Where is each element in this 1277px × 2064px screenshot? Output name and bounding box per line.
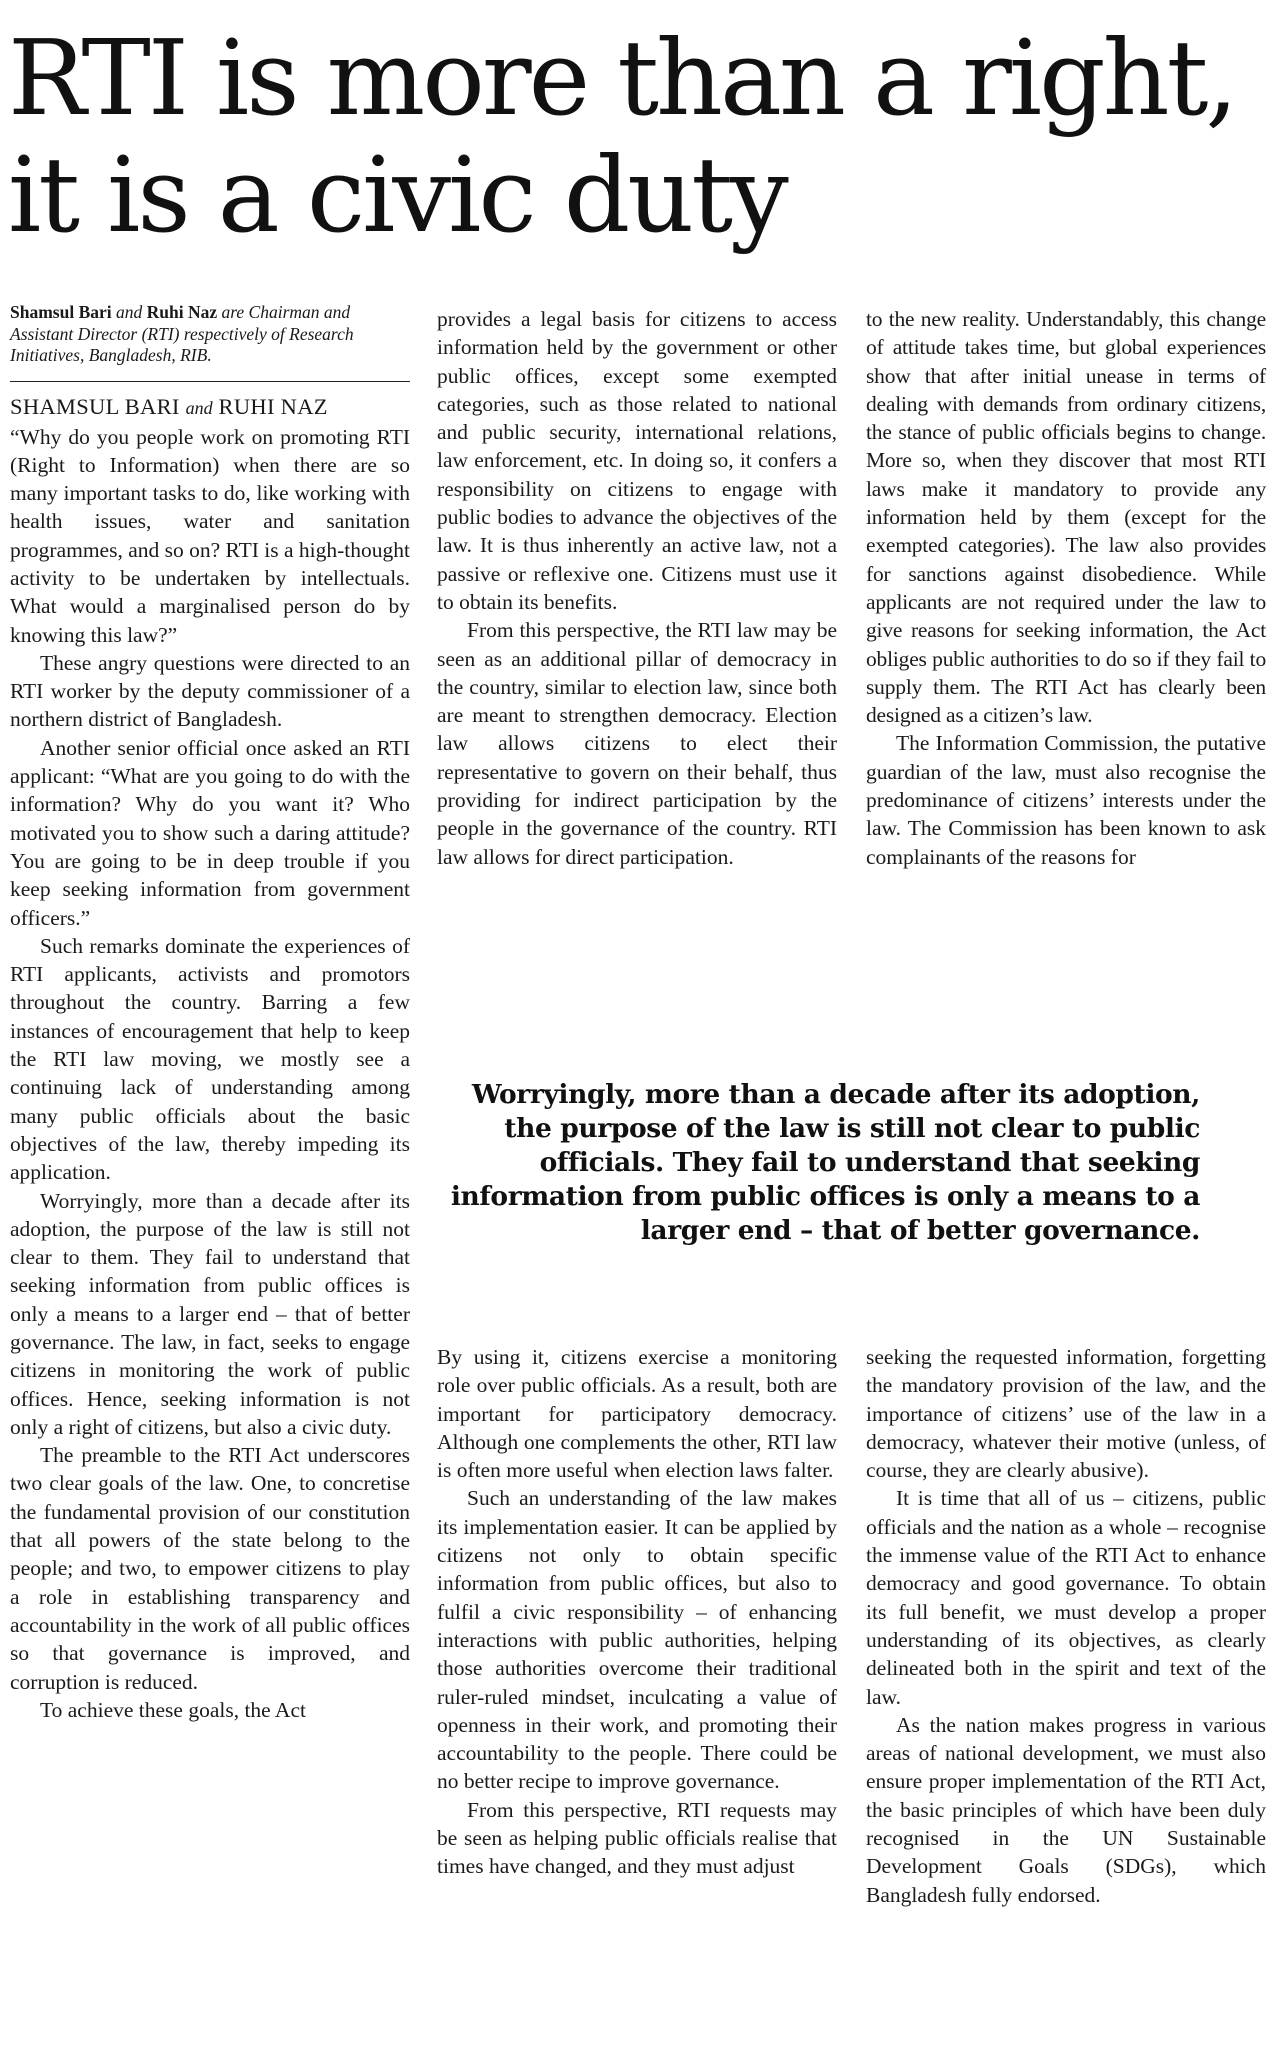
bio-description: are Chairman and Assistant Director (RTI) respectively of Research Initiatives, Bangladesh, RIB. (10, 302, 354, 365)
byline (10, 392, 410, 423)
paragraph: From this perspective, the RTI law may be seen as an additional pillar of democracy in the country, similar to election law, since both are meant to strengthen democracy. Election law allows citizens to elect their representative to govern on their behalf, thus providing for indirect participation by the people in the governance of the country. RTI law allows for direct participation. (437, 618, 837, 869)
byline-author-1: SHAMSUL BARI (10, 393, 180, 419)
paragraph: As the nation makes progress in various areas of national development, we must also ensure proper implementation of the RTI Act, the basic principles of which have been duly recognised in the UN Sustainable Development Goals (SDGs), which Bangladesh fully endorsed. (866, 1712, 1266, 1907)
bio-and: and (116, 302, 143, 322)
paragraph: Another senior official once asked an RTI applicant: “What are you going to do with the information? Why do you want it? Who motivated you to show such a daring attitude? You are going to be in deep trouble if you keep seeking information from government officers.” (10, 735, 410, 930)
paragraph: provides a legal basis for citizens to access information held by the government or other public offices, except some exempted categories, such as those related to national and public security, international relations, law enforcement, etc. In doing so, it confers a responsibility on citizens to engage with public bodies to advance the objectives of the law. It is thus inherently an active law, not a passive or reflexive one. Citizens must use it to obtain its benefits. (437, 307, 837, 614)
article-column-2-top (437, 305, 837, 871)
article-column-3-bottom (866, 1343, 1266, 1909)
byline-author-2: RUHI NAZ (218, 393, 328, 419)
paragraph: to the new reality. Understandably, this change of attitude takes time, but global experiences show that after initial unease in terms of dealing with demands from ordinary citizens, the stance of public officials begins to change. More so, when they discover that most RTI laws make it mandatory to provide any information held by them (except for the exempted categories). The law also provides for sanctions against disobedience. While applicants are not required under the law to give reasons for seeking information, the Act obliges public authorities to do so if they fail to supply them. The RTI Act has clearly been designed as a citizen’s law. (866, 307, 1266, 728)
paragraph: Such an understanding of the law makes its implementation easier. It can be applied by citizens not only to obtain specific information from public offices, but also to fulfil a civic responsibility – of enhancing interactions with public authorities, helping those authorities overcome their traditional ruler-ruled mindset, inculcating a value of openness in their work, and promoting their accountability to the people. There could be no better recipe to improve governance. (437, 1486, 837, 1794)
headline (8, 17, 1268, 256)
author-bio (10, 302, 410, 367)
byline-and: and (185, 397, 213, 418)
paragraph: “Why do you people work on promoting RTI (Right to Information) when there are so many important tasks to do, like working with health issues, water and sanitation programmes, and so on? RTI is a high-thought activity to be undertaken by intellectuals. What would a marginalised person do by knowing this law?” (10, 424, 410, 647)
paragraph: From this perspective, RTI requests may be seen as helping public officials realise that times have changed, and they must adjust (437, 1797, 837, 1879)
headline-line-1: RTI is more than a right, (8, 17, 1236, 139)
paragraph: Such remarks dominate the experiences of RTI applicants, activists and promotors throughout the country. Barring a few instances of encouragement that help to keep the RTI law moving, we mostly see a continuing lack of understanding among many public officials about the basic objectives of the law, thereby impeding its application. (10, 933, 410, 1185)
paragraph: It is time that all of us – citizens, public officials and the nation as a whole – recognise the immense value of the RTI Act to enhance democracy and good governance. To obtain its full benefit, we must develop a proper understanding of its objectives, as clearly delineated both in the spirit and text of the law. (866, 1486, 1266, 1709)
paragraph: To achieve these goals, the Act (40, 1697, 306, 1722)
paragraph: These angry questions were directed to an RTI worker by the deputy commissioner of a northern district of Bangladesh. (10, 650, 410, 732)
paragraph: Worryingly, more than a decade after its adoption, the purpose of the law is still not clear to them. They fail to understand that seeking information from public offices is only a means to a larger end – that of better governance. The law, in fact, seeks to engage citizens in monitoring the work of public offices. Hence, seeking information is not only a right of citizens, but also a civic duty. (10, 1188, 410, 1439)
pull-quote: Worryingly, more than a decade after its adoption, the purpose of the law is still not clear to public officials. They fail to understand that seeking information from public offices is only a means to a larger end – that of better governance. (450, 1079, 1200, 1246)
paragraph: The preamble to the RTI Act underscores two clear goals of the law. One, to concretise the fundamental provision of our constitution that all powers of the state belong to the people; and two, to empower citizens to play a role in establishing transparency and accountability in the work of all public offices so that governance is improved, and corruption is reduced. (10, 1443, 410, 1694)
bio-author-1: Shamsul Bari (10, 302, 112, 322)
article-column-3-top (866, 305, 1266, 871)
byline-divider (10, 381, 410, 382)
paragraph: By using it, citizens exercise a monitoring role over public officials. As a result, both are important for participatory democracy. Although one complements the other, RTI law is often more useful when election laws falter. (437, 1345, 837, 1483)
paragraph: The Information Commission, the putative guardian of the law, must also recognise the predominance of citizens’ interests under the law. The Commission has been known to ask complainants of the reasons for (866, 731, 1266, 869)
article-column-2-bottom (437, 1343, 837, 1881)
article-column-1 (10, 302, 410, 1724)
headline-line-2: it is a civic duty (8, 134, 786, 256)
paragraph: seeking the requested information, forgetting the mandatory provision of the law, and the importance of citizens’ use of the law in a democracy, whatever their motive (unless, of course, they are clearly abusive). (866, 1345, 1266, 1483)
bio-author-2: Ruhi Naz (146, 302, 218, 322)
